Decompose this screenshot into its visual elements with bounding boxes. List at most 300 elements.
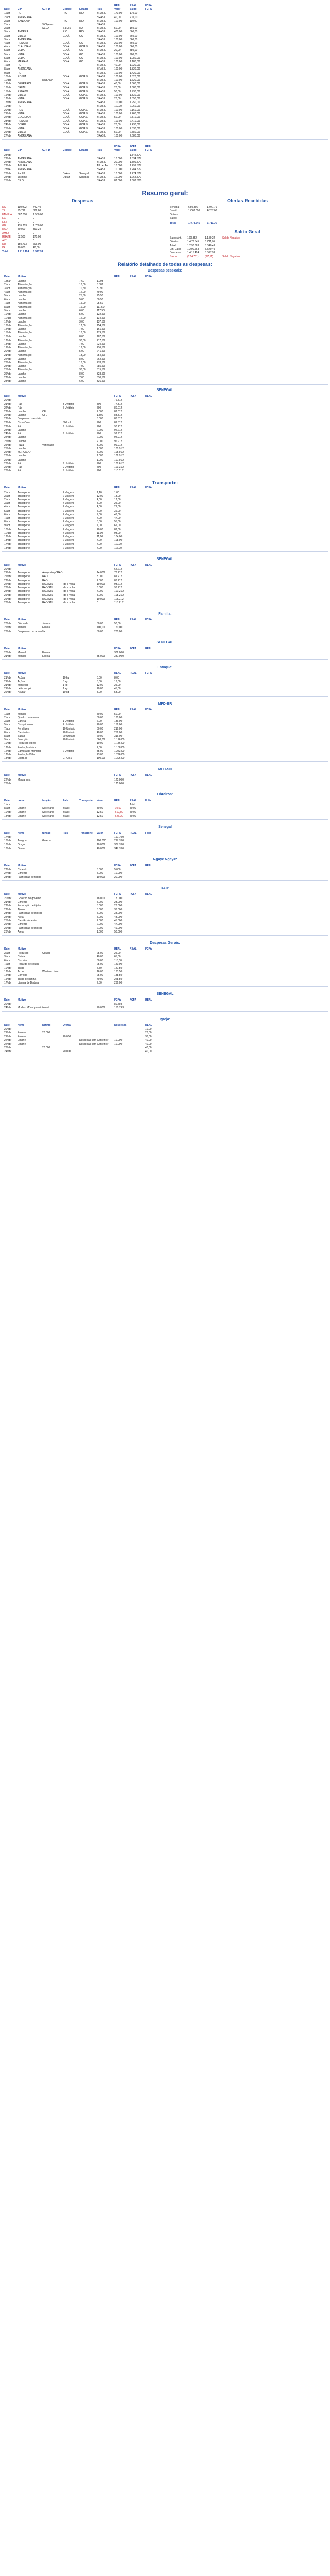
table-cell: 1.188,00 (114, 745, 125, 749)
column-header: Cidade (63, 8, 72, 11)
table-cell: 24/abr (4, 123, 12, 127)
table-cell: Areia (18, 916, 24, 919)
table-cell: 10,50 (79, 287, 86, 290)
table-cell: 2 Viagens (63, 524, 75, 528)
table-cell: RENATO (18, 90, 28, 93)
table-cell: 20.000 (63, 1035, 71, 1039)
table-cell: 26/abr (4, 372, 12, 376)
table-cell: 100,00 (114, 34, 123, 38)
table-cell: 7/abr (4, 301, 10, 305)
table-cell: Transporte (18, 579, 30, 582)
table-cell: Lanche (18, 343, 26, 346)
column-header: REAL (145, 864, 152, 867)
table-cell: Senegal (79, 172, 89, 175)
table-cell: 4,00 (97, 546, 102, 550)
column-header: FCFA (114, 998, 121, 1002)
table-cell: 50,00 (97, 712, 103, 716)
table-cell: VIDEM (18, 130, 26, 134)
table-cell: BRASIL (97, 161, 106, 164)
table-cell: GOIAS (79, 86, 88, 90)
table-cell: 1.273,00 (114, 749, 125, 753)
table-cell: BRASIL (97, 12, 106, 15)
table-cell: 85.000 (97, 655, 105, 658)
table-cell: 100,00 (97, 757, 105, 760)
column-header: REAL (114, 275, 121, 279)
table-cell: Lanche (18, 372, 26, 376)
table-cell: 136,00 (114, 720, 123, 723)
table-cell: Transporte (18, 509, 30, 513)
table-cell: 20 Unitário (63, 731, 76, 734)
saldo-cell: 1.415.424 (187, 251, 199, 255)
column-header: Transporte (79, 799, 93, 802)
table-cell: Transporte (18, 505, 30, 509)
table-cell: 15,00 (79, 301, 86, 305)
table-cell: BRASIL (97, 34, 106, 38)
column-header: Motivo (18, 672, 26, 675)
column-header: Date (4, 149, 10, 152)
table-cell: Ernane (18, 810, 26, 814)
table-cell: 800 (97, 402, 101, 406)
table-cell: RAD/STL (42, 582, 54, 586)
table-cell: 26/abr (4, 630, 12, 633)
table-cell: Açúcar (18, 676, 26, 680)
table-cell: 20.000 (63, 1050, 71, 1053)
table-cell: GOIÂ (63, 93, 70, 97)
table-cell: GOIÂ (63, 34, 70, 38)
table-cell: Leite em pó (18, 687, 31, 691)
table-cell: CLAUDIANI (18, 116, 31, 119)
table-cell: 100,00 (114, 120, 123, 123)
top-header: FCFA (130, 145, 137, 149)
table-cell: BRASIL (97, 42, 106, 45)
table-cell: 18/abr (4, 814, 12, 818)
table-cell: 4 Viagens (63, 531, 75, 535)
table-cell: VEDA (18, 97, 25, 100)
column-header: FCFA (130, 892, 137, 896)
table-cell: 100,00 (114, 101, 123, 105)
column-header: Folia (145, 799, 151, 802)
table-cell: 22/abr (4, 417, 12, 421)
table-cell: 20,00 (114, 97, 121, 100)
table-cell: 55,00 (114, 520, 121, 524)
column-header: nome (18, 1023, 25, 1027)
table-cell: Produção vídeo (18, 745, 36, 749)
table-cell: 8/abr (4, 735, 10, 738)
table-cell: 3/abr (4, 34, 10, 38)
table-cell: BRASIL (97, 97, 106, 100)
section-divider (2, 659, 328, 660)
table-cell: BRASIL (97, 53, 106, 56)
table-cell: 20 Unitário (63, 735, 76, 738)
table-cell: RIO (63, 12, 67, 15)
table-cell: 8,00 (79, 357, 84, 361)
top-header: REAL (114, 4, 121, 7)
table-cell: 7,00 (79, 376, 84, 379)
table-cell: 21/abr (4, 112, 12, 115)
table-cell: 29,00 (114, 505, 121, 509)
table-cell: 23/14 (4, 168, 11, 172)
table-cell: 8/abr (4, 306, 10, 309)
table-cell: Taxas (18, 967, 25, 970)
transporte-title: Transporte: (152, 480, 178, 486)
table-cell: 160,00 (130, 27, 138, 30)
table-cell: Transporte (18, 535, 30, 538)
table-cell: 122,50 (97, 313, 105, 316)
table-cell: Alimentação (18, 283, 32, 286)
table-cell: 6/abr (4, 513, 10, 516)
table-cell: 49.000 (114, 926, 123, 930)
saldo-cell: Saldo Ant. (170, 236, 182, 240)
table-cell: 8,00 (97, 520, 102, 524)
saldo-cell: 1.290.663 (187, 244, 199, 247)
table-cell: VEDA (18, 56, 25, 60)
table-cell: 25,00 (97, 962, 103, 966)
table-cell: 38.000 (114, 911, 123, 915)
table-cell: 105.912 (114, 451, 124, 454)
table-cell: 33.000 (114, 908, 123, 911)
table-cell: Escola (42, 655, 50, 658)
table-cell: 4,00 (97, 498, 102, 501)
table-cell: 80.012 (114, 406, 123, 410)
table-cell: 17/abr (4, 338, 12, 342)
table-cell: 2.430,00 (130, 123, 140, 127)
table-cell: 2 Viagens (63, 520, 75, 524)
table-cell: 5,00 (79, 350, 84, 353)
table-cell: 100,00 (114, 112, 123, 115)
table-cell: 100,00 (114, 108, 123, 112)
table-cell: 7,00 (79, 328, 84, 331)
table-cell: 2 Viagens (63, 539, 75, 543)
table-cell: 980,00 (130, 53, 138, 56)
table-cell: 20 Unitário (63, 738, 76, 742)
table-cell: 1.176,00 (114, 738, 125, 742)
table-cell: ANDREANA (18, 101, 32, 105)
column-header: Estado (79, 149, 88, 152)
saldo-cell: Em Caixa (170, 247, 181, 251)
table-cell: Paul P (18, 172, 25, 175)
table-cell: 9 Unitário (63, 462, 74, 465)
table-cell: 12,00 (79, 291, 86, 294)
table-cell: 65,00 (114, 955, 121, 959)
column-header: REAL (114, 947, 121, 951)
column-header: Motivo (18, 998, 26, 1002)
table-cell: 860,00 (130, 45, 138, 49)
table-cell: BRASIL (97, 101, 106, 105)
table-cell: 20/abr (4, 399, 12, 402)
table-cell: 8,00 (114, 676, 119, 680)
table-cell: 82,00 (114, 528, 121, 531)
senegal4-title: SENEGAL (156, 992, 174, 996)
table-cell: 26/abr (4, 926, 12, 930)
table-cell: 330,50 (97, 376, 105, 379)
table-cell: Lâmina de Barbear (18, 981, 40, 985)
table-cell: 1.993 (97, 279, 103, 283)
table-cell: 1.680,00 (130, 86, 140, 90)
table-cell: BRASIL (97, 15, 106, 19)
table-cell: GOIAS (79, 82, 88, 86)
column-header: FCFA (114, 832, 121, 835)
table-cell: Cimento (18, 901, 27, 904)
table-cell: 3/abr (4, 955, 10, 959)
table-cell: 11/abr (4, 531, 11, 535)
senegal2-title: SENEGAL (156, 557, 174, 561)
table-cell: 10.000 (97, 597, 105, 601)
table-cell: Transporte (18, 528, 30, 531)
resumo-despesa-cell: 382,80 (33, 209, 41, 213)
table-cell: 5.000 (97, 916, 103, 919)
table-cell: 6/abr (4, 298, 10, 301)
table-cell: 18/abr (4, 101, 12, 105)
column-header: Dízimo (42, 1023, 51, 1027)
table-cell: BRASIL (97, 27, 106, 30)
table-cell: BRASIL (97, 71, 106, 75)
table-cell: Despesa c/ memória (18, 417, 41, 421)
table-cell: 13,00 (114, 494, 121, 498)
column-header: Date (4, 395, 10, 398)
table-cell: 10/abr (4, 810, 12, 814)
table-cell: GOIÂ (63, 53, 70, 56)
table-cell: 20,00 (114, 49, 121, 53)
table-cell: 7/abr (4, 517, 10, 520)
table-cell: 6,00 (97, 720, 102, 723)
column-header: País (63, 799, 68, 802)
table-cell: 10.000 (114, 172, 123, 175)
table-cell: Correios (18, 959, 27, 962)
table-cell: 1.000 (97, 454, 103, 458)
resumo-despesa-cell: RGATE (2, 235, 11, 239)
table-cell: 1.220,00 (130, 64, 140, 67)
table-cell: 20/abr (4, 350, 12, 353)
table-cell: 81.212 (114, 575, 123, 579)
table-cell: 187,50 (97, 335, 105, 338)
table-cell: 13,00 (79, 353, 86, 357)
table-cell: 9 Unitário (63, 469, 74, 473)
table-cell: 25/abr (4, 919, 12, 923)
table-cell: ANDREANA (18, 38, 32, 41)
table-cell: GOIÂ (63, 86, 70, 90)
table-cell: 3.582 (97, 283, 103, 286)
table-cell: 2 Viagens (63, 498, 75, 501)
table-cell: 2 Viagens (63, 490, 75, 494)
table-cell: BRASIL (97, 93, 106, 97)
table-cell: 137,50 (97, 320, 105, 324)
table-cell: 14/abr (4, 328, 12, 331)
resumo-oferta-cell: 1.062.000 (188, 209, 200, 213)
table-cell: 60,00 (97, 727, 103, 731)
table-cell: 2.680,00 (130, 134, 140, 138)
table-cell: 100.912 (114, 447, 124, 450)
table-cell: 100,00 (114, 38, 123, 41)
table-cell: 20/abr (4, 651, 12, 654)
table-cell: 1.420,00 (130, 71, 140, 75)
table-cell: 2.000 (97, 439, 103, 443)
table-cell: Mensal (18, 655, 26, 658)
column-header: FCFA (114, 864, 121, 867)
top-header: REAL (130, 4, 137, 7)
table-cell: 13,00 (114, 680, 121, 683)
table-cell: BRASIL (97, 108, 106, 112)
table-cell: Lanche (18, 429, 26, 432)
column-header: Motivo (18, 618, 26, 621)
table-cell: 23/abr (4, 1046, 12, 1049)
resumo-despesa-cell: GB (2, 224, 6, 228)
table-cell: 100,00 (114, 60, 123, 63)
table-cell: 26/abr (4, 454, 12, 458)
relatorio-title: Relatório detalhado de todas as despesas: (118, 262, 212, 267)
resumo-despesa-cell: 0 (33, 231, 34, 235)
table-cell: 30,00 (79, 338, 86, 342)
table-cell: RIO (79, 19, 84, 23)
table-cell: Alimentação (18, 287, 32, 290)
table-cell: Transporte (18, 594, 30, 597)
table-cell: GO (79, 56, 83, 60)
table-cell: 7/abr (4, 962, 10, 966)
table-cell: Alimentação (18, 306, 32, 309)
table-cell: Lanche (18, 309, 26, 313)
table-cell: 80.793 (114, 1003, 123, 1006)
mfd_sn-title: MFD-SN (158, 768, 172, 772)
table-cell: 302.000 (114, 651, 124, 654)
saldo-cell: 1.159,22 (205, 236, 215, 240)
table-cell: GOIÂ (63, 116, 70, 119)
table-cell: Dakar (63, 172, 70, 175)
ofertas-title: Ofertas Recebidas (227, 198, 268, 204)
table-cell: 1.344.577 (130, 153, 142, 157)
table-cell: 1.080,00 (130, 56, 140, 60)
table-cell: Transporte (18, 539, 30, 543)
table-cell: 28/abr (4, 380, 12, 383)
table-cell: 1 kg (63, 687, 68, 691)
table-cell: -625,00 (114, 814, 123, 818)
table-cell: Pendrives (18, 727, 29, 731)
table-cell: 7/abr (4, 64, 10, 67)
table-cell: 19/abr (4, 346, 12, 350)
table-cell: Ida e volta (63, 586, 75, 589)
table-cell: 18/abr (4, 757, 12, 760)
resumo-despesa-cell: FAMILIA (2, 213, 12, 216)
table-cell: RIO (63, 19, 67, 23)
section-divider (2, 761, 328, 762)
column-header: Cidade (63, 149, 72, 152)
table-cell: 25,00 (97, 974, 103, 977)
table-cell: 18/abr (4, 846, 12, 850)
table-cell: 241,50 (97, 350, 105, 353)
table-cell: 3/abr (4, 502, 10, 505)
table-cell: 47,00 (114, 517, 121, 520)
table-cell: 50,00 (114, 130, 121, 134)
table-cell: Lanche (18, 380, 26, 383)
resumo-despesa-cell: 390,24 (33, 228, 41, 231)
table-cell: 4,00 (97, 505, 102, 509)
table-cell: OFL (42, 414, 47, 417)
table-cell: 9/abr (4, 524, 10, 528)
table-cell: Ernane (18, 1031, 26, 1035)
table-cell: GO (79, 53, 83, 56)
table-cell: 21/abr (4, 402, 12, 406)
table-cell: 2 Viagens (63, 494, 75, 498)
table-cell: GOIAS (79, 75, 88, 78)
resumo-despesa-cell: 32.500 (18, 235, 26, 239)
table-cell: 3/abr (4, 720, 10, 723)
table-cell: VEDA (18, 127, 25, 130)
table-cell: 15/abr (4, 90, 12, 93)
table-cell: 25,00 (97, 952, 103, 955)
table-cell: 147,50 (114, 967, 123, 970)
saldo-cell: Saldo Negativo (222, 236, 240, 240)
table-cell: 2/abr (4, 23, 10, 26)
table-cell: Produção Vídeo (18, 753, 36, 756)
column-header: FCFA (145, 149, 152, 152)
table-cell: BRASIL (97, 157, 106, 160)
table-cell: 3 Objetos (42, 23, 54, 26)
table-cell: Lanche (18, 294, 26, 298)
table-cell: 1.950,00 (130, 101, 140, 105)
table-cell: CROSS (63, 757, 72, 760)
table-cell: 23/abr (4, 172, 12, 175)
column-header: Date (4, 864, 10, 867)
table-cell: 27/abr (4, 376, 12, 379)
resumo-despesa-cell: 0 (18, 221, 19, 224)
table-cell: GOIÂ (63, 97, 70, 100)
table-cell: 45.000 (114, 919, 123, 923)
table-cell: 2.260,00 (130, 112, 140, 115)
column-header: Date (4, 275, 10, 279)
table-cell: 16/abr (4, 93, 12, 97)
table-cell: 50,00 (130, 810, 136, 814)
table-cell: 5.000 (97, 904, 103, 908)
table-cell: 19/abr (4, 105, 12, 108)
column-header: Motivo (18, 647, 26, 650)
table-cell: Taxas de lâmina (18, 977, 37, 981)
table-cell: 2 Unitário (63, 749, 74, 753)
resumo-oferta-cell: Brasil (170, 209, 177, 213)
resumo-despesa-cell: 0 (18, 231, 19, 235)
table-cell: 80,50 (97, 298, 103, 301)
table-cell: GOIAS (79, 93, 88, 97)
table-cell: 92.212 (114, 429, 123, 432)
section-divider (2, 1011, 328, 1012)
table-cell: 37,90 (97, 287, 103, 290)
table-cell: 23/abr (4, 586, 12, 589)
table-cell: 83.812 (114, 414, 123, 417)
resumo-oferta-total: 6.711,76 (207, 222, 217, 225)
column-header: C.RFD (42, 8, 50, 11)
table-cell: 21/abr (4, 655, 12, 658)
saldo-cell: Saldo (170, 255, 177, 259)
table-cell: 347.700 (114, 846, 124, 850)
table-cell: Secretaria (42, 814, 54, 818)
table-cell: 2.000 (97, 923, 103, 926)
table-cell: 15/abr (4, 977, 12, 981)
resumo-despesa-total: 5.577,99 (33, 250, 43, 253)
table-cell: GOIÂ (63, 82, 70, 86)
table-cell: 1/mar (4, 279, 11, 283)
column-header: Date (4, 486, 10, 490)
table-cell: RENATO (18, 42, 28, 45)
section-divider (2, 986, 328, 987)
table-cell: Lanche (18, 357, 26, 361)
column-header: Oferta (63, 1023, 71, 1027)
table-cell: 880,00 (130, 49, 138, 53)
table-cell: Aeroporto p/ RAD (42, 571, 63, 575)
table-cell: 700 (97, 466, 101, 469)
table-cell: 50,00 (114, 116, 121, 119)
table-cell: 0 (97, 601, 98, 604)
table-cell: 3,00 (79, 320, 84, 324)
table-cell: 110,00 (114, 105, 122, 108)
table-cell: 17/abr (4, 836, 12, 839)
table-cell: 28/abr (4, 601, 12, 604)
